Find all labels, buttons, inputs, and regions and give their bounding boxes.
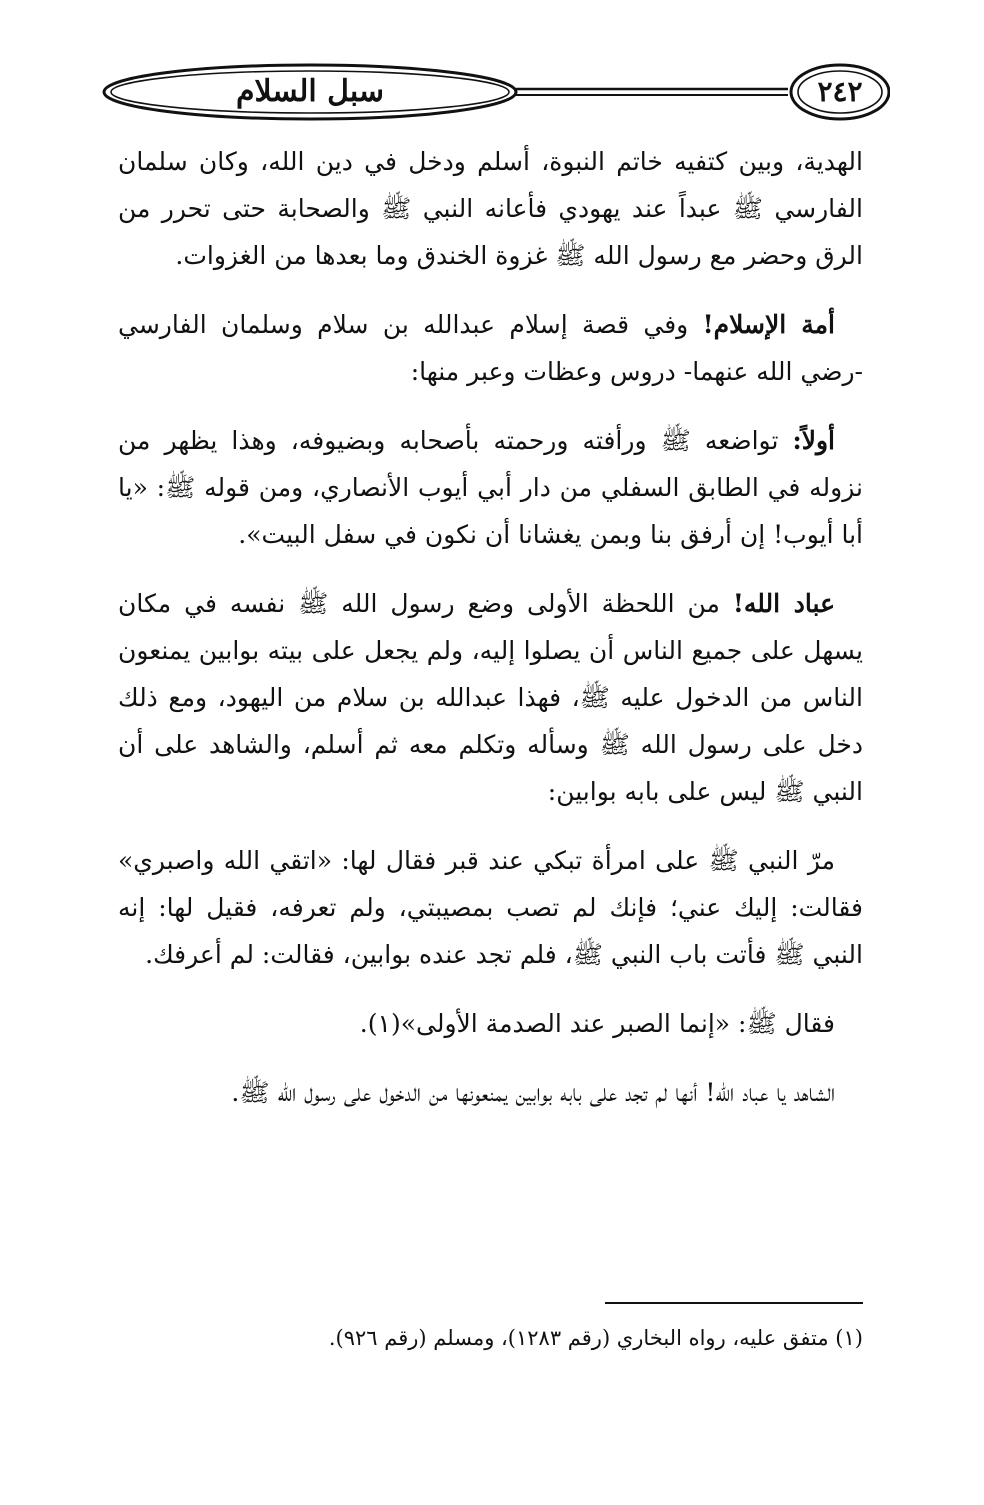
paragraph-text: وفي قصة إسلام عبدالله بن سلام وسلمان الفارسي -رضي الله عنهما- دروس وعظات وعبر منها: xyxy=(118,310,863,386)
page-header xyxy=(100,62,890,122)
paragraph-text: الهدية، وبين كتفيه خاتم النبوة، أسلم ودخل في دين الله، وكان سلمان الفارسي ﷺ عبداً عند يهودي فأعانه النبي ﷺ والصحابة حتى تحرر من الرق وحضر مع رسول الله ﷺ غزوة الخندق وما بعدها من الغزوات. xyxy=(118,147,863,270)
footnote-divider xyxy=(605,1302,863,1304)
book-title: سبل السلام xyxy=(235,74,385,109)
page-body xyxy=(118,138,863,1138)
paragraph-lead: أمة الإسلام! xyxy=(702,310,836,339)
paragraph-5 xyxy=(118,837,863,978)
footnote: (١) متفق عليه، رواه البخاري (رقم ١٢٨٣)، ومسلم (رقم ٩٢٦). xyxy=(328,1326,863,1350)
paragraph-lead: أولاً: xyxy=(792,426,835,455)
paragraph-6 xyxy=(118,1000,863,1047)
paragraph-7 xyxy=(118,1069,863,1116)
paragraph-lead: عباد الله! xyxy=(732,589,835,618)
paragraph-2 xyxy=(118,301,863,395)
paragraph-text: فقال ﷺ: «إنما الصبر عند الصدمة الأولى»(١). xyxy=(359,1009,835,1038)
paragraph-4 xyxy=(118,580,863,815)
paragraph-text: تواضعه ﷺ ورأفته ورحمته بأصحابه وبضيوفه، وهذا يظهر من نزوله في الطابق السفلي من دار أبي أيوب الأنصاري، ومن قوله ﷺ: «يا أبا أيوب! إن أرفق بنا وبمن يغشانا أن نكون في سفل البيت». xyxy=(118,426,863,549)
page-number: ٢٤٢ xyxy=(817,75,863,108)
paragraph-text: من اللحظة الأولى وضع رسول الله ﷺ نفسه في مكان يسهل على جميع الناس أن يصلوا إليه، ولم يجعل على بيته بوابين يمنعون الناس من الدخول عليه ﷺ، فهذا عبدالله بن سلام من اليهود، ومع ذلك دخل على رسول الله ﷺ وسأله وتكلم معه ثم أسلم، والشاهد على أن النبي ﷺ ليس على بابه بوابين: xyxy=(118,589,863,806)
paragraph-3 xyxy=(118,417,863,558)
paragraph-text: الشاهد يا عباد الله! أنها لم تجد على بابه بوابين يمنعونها من الدخول على رسول الله ﷺ. xyxy=(231,1078,835,1107)
paragraph-text: مرّ النبي ﷺ على امرأة تبكي عند قبر فقال لها: «اتقي الله واصبري» فقالت: إليك عني؛ فإنك لم تصب بمصيبتي، ولم تعرفه، فقيل لها: إنه النبي ﷺ فأتت باب النبي ﷺ، فلم تجد عنده بوابين، فقالت: لم أعرفك. xyxy=(118,846,863,969)
paragraph-1 xyxy=(118,138,863,279)
